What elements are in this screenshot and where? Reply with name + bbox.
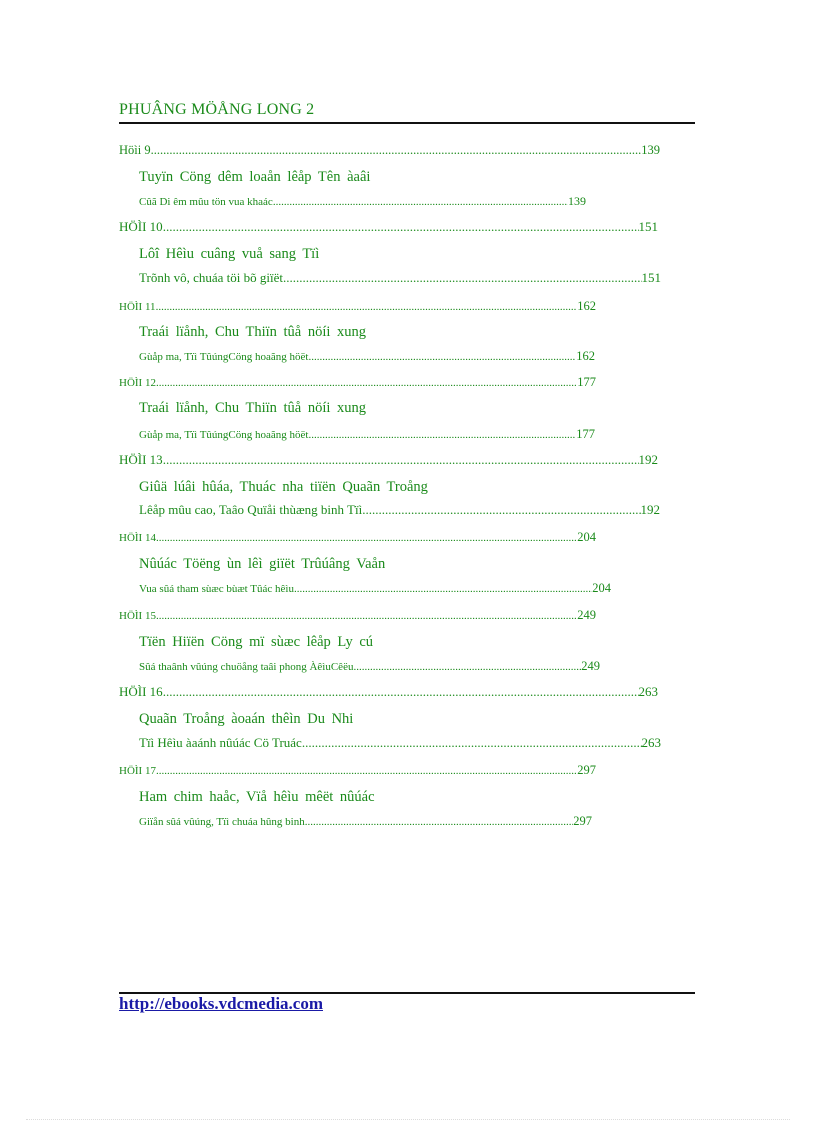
toc-chapter-title: Giûä lúâi hûáa, Thuác nha tiïën Quaãn Troång [139, 479, 428, 495]
running-header: PHUÂNG MÖÅNG LONG 2 [119, 101, 315, 118]
toc-page-number: 249 [577, 608, 596, 622]
toc-subtitle: Tïì Hêìu àaánh nûúác Cö Truác [139, 735, 302, 750]
toc-chapter-title: Nûúác Töëng ùn lêì giïët Trûúâng Vaån [139, 556, 386, 572]
dot-leader [283, 270, 642, 286]
toc-subtitle-row [139, 735, 661, 751]
dot-leader [273, 196, 568, 208]
toc-subtitle-page: 263 [641, 735, 661, 750]
toc-chapter-row [119, 608, 596, 623]
toc-chapter-title: Traái lïånh, Chu Thiïn tûå nöíi xung [139, 400, 367, 416]
toc-chapter-label: HÖÌI 10 [119, 219, 163, 234]
toc-chapter-label: Höìi 9 [119, 143, 151, 157]
toc-subtitle-page: 249 [581, 659, 600, 673]
dot-leader [353, 661, 581, 673]
toc-subtitle-row [139, 194, 586, 209]
toc-chapter-row [119, 684, 658, 700]
header-divider [119, 122, 695, 124]
dot-leader [308, 429, 576, 441]
toc-subtitle: Lêåp mûu cao, Taâo Quïåi thùæng binh Tïì [139, 502, 363, 517]
dot-leader [163, 684, 639, 700]
toc-chapter-row [119, 763, 596, 778]
toc-subtitle-row [139, 814, 592, 829]
dot-leader [294, 583, 592, 595]
dot-leader [163, 452, 639, 468]
toc-chapter-row [119, 452, 658, 468]
toc-subtitle-page: 177 [576, 427, 595, 441]
toc-chapter-label: HÖÌI 12 [119, 377, 156, 389]
toc-chapter-row [119, 143, 660, 158]
toc-chapter-label: HÖÌI 15 [119, 610, 156, 622]
toc-subtitle-row [139, 659, 600, 674]
toc-subtitle-row [139, 349, 595, 364]
toc-chapter-row [119, 299, 596, 314]
dot-leader [156, 301, 578, 313]
toc-page-number: 192 [638, 452, 658, 467]
toc-subtitle: Cûã Di êm mûu tön vua khaác [139, 196, 273, 208]
toc-chapter-label: HÖÌI 13 [119, 452, 163, 467]
dot-leader [156, 377, 577, 389]
dot-leader [151, 143, 642, 158]
toc-chapter-label: HÖÌI 14 [119, 532, 156, 544]
toc-chapter-label: HÖÌI 17 [119, 765, 156, 777]
dot-leader [305, 816, 574, 828]
toc-page-number: 151 [638, 219, 658, 234]
dot-leader [156, 532, 577, 544]
toc-subtitle-row [139, 581, 611, 596]
toc-page-number: 162 [577, 299, 596, 313]
toc-page-number: 139 [641, 143, 660, 157]
toc-subtitle: Trõnh vô, chuáa töi bõ giïët [139, 270, 283, 285]
toc-chapter-row [119, 219, 658, 235]
toc-subtitle-row [139, 427, 595, 442]
toc-subtitle: Gùåp ma, Tïì TûúngCöng hoaãng höët [139, 351, 309, 363]
toc-page-number: 177 [577, 375, 596, 389]
dot-leader [302, 735, 642, 751]
toc-chapter-row [119, 375, 596, 390]
toc-subtitle: Sûá thaânh vûúng chuöång taâi phong ÀêìuCêëu [139, 661, 354, 673]
toc-subtitle-page: 297 [573, 814, 592, 828]
toc-chapter-title: Tïën Hiïën Cöng mï sùæc lêåp Ly cú [139, 634, 374, 650]
toc-subtitle-page: 192 [640, 502, 660, 517]
dot-leader [156, 610, 577, 622]
toc-chapter-title: Traái lïånh, Chu Thiïn tûå nöíi xung [139, 324, 367, 340]
toc-chapter-label: HÖÌI 16 [119, 684, 163, 699]
toc-subtitle-row [139, 502, 660, 518]
toc-chapter-title: Lôî Hêìu cuâng vuå sang Tïì [139, 246, 320, 262]
toc-chapter-row [119, 530, 596, 545]
toc-subtitle: Vua sûá tham sùæc bùæt Tûác hêìu [139, 583, 294, 595]
page-edge [26, 1119, 790, 1120]
dot-leader [156, 765, 577, 777]
dot-leader [362, 502, 640, 518]
toc-page-number: 263 [638, 684, 658, 699]
toc-subtitle: Gùåp ma, Tïì TûúngCöng hoaãng höët [139, 429, 309, 441]
toc-subtitle-page: 151 [641, 270, 661, 285]
toc-page-number: 204 [577, 530, 596, 544]
toc-chapter-title: Tuyïn Cöng dêm loaån lêåp Tên àaâi [139, 169, 371, 185]
toc-chapter-title: Ham chim haåc, Vïå hêìu mêët nûúác [139, 789, 375, 805]
dot-leader [308, 351, 576, 363]
toc-chapter-label: HÖÌI 11 [119, 301, 156, 313]
toc-subtitle-page: 139 [568, 194, 586, 208]
toc-subtitle: Giïån sûá vûúng, Tïì chuáa hûng binh [139, 816, 305, 828]
toc-subtitle-page: 162 [576, 349, 595, 363]
toc-subtitle-row [139, 270, 661, 286]
toc-subtitle-page: 204 [592, 581, 611, 595]
toc-chapter-title: Quaãn Troång àoaán thêìn Du Nhi [139, 711, 354, 727]
footer-link[interactable]: http://ebooks.vdcmedia.com [119, 994, 323, 1013]
dot-leader [163, 219, 639, 235]
toc-page-number: 297 [577, 763, 596, 777]
